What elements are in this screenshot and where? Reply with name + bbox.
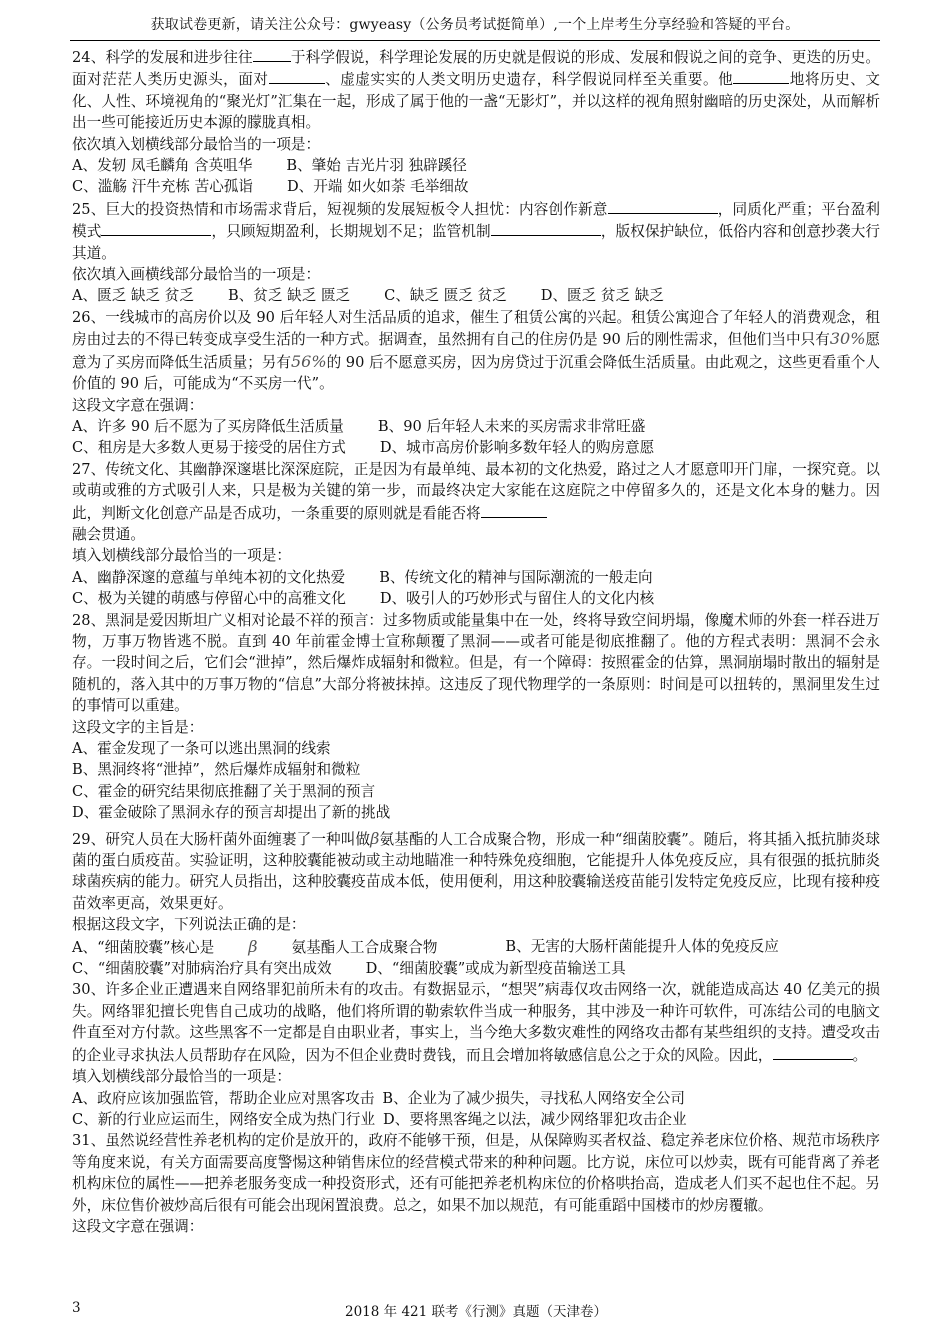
question-30-text [72,979,880,1066]
q26-part3: 的 90 后不愿意买房，因为房贷过于沉重会降低生活质量。由此观之，这些更看重个人价值的 90 后，可能成为“不买房一代”。 [72,353,880,393]
option-a[interactable]: A、幽静深邃的意蕴与单纯本初的文化热爱 [72,568,346,586]
option-c[interactable]: C、缺乏 匮乏 贫乏 [384,287,507,305]
option-d[interactable]: D、城市高房价影响多数年轻人的购房意愿 [379,439,655,457]
option-d[interactable]: D、匮乏 贫乏 缺乏 [540,287,664,305]
option-d[interactable]: D、霍金破除了黑洞永存的预言却提出了新的挑战 [72,804,391,822]
option-b[interactable]: B、贫乏 缺乏 匮乏 [227,287,351,305]
question-27-options-row2 [72,588,880,609]
question-27-text-cont: 融会贯通。 [72,525,145,543]
q26-part2: 愿意为了买房而降低生活质量；另有 [72,331,880,371]
q25-part2: ，同质化严重；平台盈利模式 [72,200,880,241]
question-30-options-row2 [72,1109,880,1130]
q30-part1: 30、许多企业正遭遇来自网络罪犯前所未有的攻击。有数据显示，“想哭”病毒仅攻击网络一次，就能造成高达 40 亿美元的损失。网络罪犯擅长兜售自己成功的战略，他们将所谓的勒索软件当成一种服务，其中涉及一种许可软件，可冻结公司的电脑文件直至对方付款。这些黑客不一定都是自由职业者，事实上，当今绝大多数灾难性的网络攻击都有某些组织的支持。遭受攻击的企业寻求执法人员帮助存在风险，因为不但企业费时费钱，而且会增加将敏感信息公之于众的风险。因此， [72,981,880,1064]
option-b[interactable]: B、90 后年轻人未来的买房需求非常旺盛 [377,417,646,435]
question-24-prompt: 依次填入划横线部分最恰当的一项是： [72,135,321,153]
q25-part3: ，只顾短期盈利，长期规划不足；监管机制 [211,223,491,241]
fill-blank [253,46,291,62]
option-a[interactable]: A、许多 90 后不愿为了买房降低生活质量 [72,417,344,435]
percent-56: 56% [291,351,327,371]
fill-blank [733,68,789,84]
question-25-prompt: 依次填入画横线部分最恰当的一项是： [72,266,321,284]
option-c[interactable]: C、“细菌胶囊”对肺病治疗具有突出成效 [72,960,332,978]
option-d[interactable]: D、吸引人的巧妙形式与留住人的文化内核 [379,590,655,608]
page-header: 获取试卷更新，请关注公众号：gwyeasy（公务员考试挺简单）,一个上岸考生分享经验和答疑的平台。 [150,17,800,33]
question-29-options-row1 [72,936,880,958]
q25-part4: ，版权保护缺位，低俗内容和创意抄袭大行其道。 [72,223,880,262]
question-content [72,46,880,1237]
question-24-options-row2 [72,176,880,197]
question-26-text [72,307,880,395]
option-b[interactable]: B、黑洞终将“泄掉”，然后爆炸成辐射和微粒 [72,761,361,779]
q27-part1: 27、传统文化、其幽静深邃堪比深深庭院，正是因为有最单纯、最本初的文化热爱，路过之人才愿意叩开门扉，一探究竟。以或萌或雅的方式吸引人来，只是极为关键的第一步，而最终决定大家能在这庭院之中停留多久的，还是文化本身的魅力。因此，判断文化创意产品是否成功，一条重要的原则就是看能否将 [72,460,880,522]
q29-part2: 氨基酯的人工合成聚合物，形成一种“细菌胶囊”。随后，将其插入抵抗肺炎球菌的蛋白质疫苗。实验证明，这种胶囊能被动或主动地瞄准一种特殊免疫细胞，它能提升人体免疫反应，具有很强的抵抗肺炎球菌疾病的能力。研究人员指出，这种胶囊疫苗成本低，使用便利，用这种胶囊输送疫苗能引发特定免疫反应，比现有接种疫苗效率更高，效果更好。 [72,830,880,912]
beta-symbol: β [370,828,380,848]
fill-blank [269,68,325,84]
fill-blank [491,220,601,236]
question-26-options-row1 [72,416,880,437]
fill-blank [481,502,547,518]
option-c[interactable]: C、租房是大多数人更易于接受的居住方式 [72,439,346,457]
question-29-text [72,828,880,915]
header-divider [70,40,880,41]
q25-part1: 25、巨大的投资热情和市场需求背后，短视频的发展短板令人担忧：内容创作新意 [72,200,608,218]
question-27-prompt: 填入划横线部分最恰当的一项是： [72,547,291,565]
option-a[interactable]: A、发轫 凤毛麟角 含英咀华 [72,157,253,175]
fill-blank [608,198,718,214]
option-c[interactable]: C、新的行业应运而生，网络安全成为热门行业 [72,1110,376,1128]
question-31-prompt: 这段文字意在强调： [72,1217,204,1235]
option-b[interactable]: B、传统文化的精神与国际潮流的一般走向 [379,568,653,586]
option-a[interactable] [72,936,471,958]
option-c[interactable]: C、滥觞 汗牛充栋 苦心孤诣 [72,178,253,196]
option-a[interactable]: A、霍金发现了一条可以逃出黑洞的线索 [72,740,331,757]
q29-part1: 29、研究人员在大肠杆菌外面缠裹了一种叫做 [72,830,371,848]
option-c[interactable]: C、极为关键的萌感与停留心中的高雅文化 [72,590,346,608]
question-25-text [72,198,880,264]
question-27-text [72,459,880,524]
q24-part3: 、虚虚实实的人类文明历史遗存，科学假说同样至关重要。他 [324,71,734,89]
q30-part2: 。 [852,1046,868,1064]
option-b[interactable]: B、企业为了减少损失，寻找私人网络安全公司 [382,1089,686,1107]
question-25-options [72,285,880,306]
option-a-part2: 氨基酯人工合成聚合物 [291,938,438,956]
question-31-text: 31、虽然说经营性养老机构的定价是放开的，政府不能够干预，但是，从保障购买者权益、稳定养老床位价格、规范市场秩序等角度来说，有关方面需要高度警惕这种销售床位的经营模式带来的种种问题。比方说，床位可以炒卖，既有可能背离了养老机构床位的属性——把养老服务变成一种投资形式，还有可能把养老机构床位的价格哄抬高，造成老人们买不起也住不起。另外，床位售价被炒高后很有可能会出现闲置浪费。总之，如果不加以规范，有可能重蹈中国楼市的炒房覆辙。 [72,1132,880,1214]
option-d[interactable]: D、要将黑客绳之以法，减少网络罪犯攻击企业 [383,1110,687,1128]
option-a-part1: A、“细菌胶囊”核心是 [72,938,215,956]
question-28-prompt: 这段文字的主旨是： [72,718,204,736]
q24-part4: 地将历史、文化、人性、环境视角的“聚光灯”汇集在一起，形成了属于他的一盏“无影灯”，并以这样的视角照射幽暗的历史深处，从而解析出一些可能接近历史本源的朦胧真相。 [72,71,880,132]
question-30-prompt: 填入划横线部分最恰当的一项是： [72,1068,291,1086]
footer-title: 2018 年 421 联考《行测》真题（天津卷） [345,1304,607,1320]
question-27-options-row1 [72,567,880,588]
question-30-options-row1 [72,1088,880,1109]
q24-part1: 24、科学的发展和进步往往 [72,49,253,66]
option-b[interactable]: B、无害的大肠杆菌能提升人体的免疫反应 [505,937,779,955]
option-c[interactable]: C、霍金的研究结果彻底推翻了关于黑洞的预言 [72,782,376,800]
question-24-options-row1 [72,155,880,176]
option-a[interactable]: A、政府应该加强监管，帮助企业应对黑客攻击 [72,1089,375,1107]
option-d[interactable]: D、开端 如火如荼 毛举细故 [286,178,469,196]
percent-30: 30% [829,329,866,349]
question-24-text [72,46,880,134]
option-d[interactable]: D、“细菌胶囊”或成为新型疫苗输送工具 [365,960,626,978]
q24-part2: 于科学假说，科学理论发展的历史就是假说的形成、发展和假说之间的竞争、更迭的历史。面对茫茫人类历史源头，面对 [72,49,880,89]
page-number: 3 [72,1300,81,1316]
question-26-prompt: 这段文字意在强调： [72,396,204,414]
question-28-text: 28、黑洞是爱因斯坦广义相对论最不祥的预言：过多物质或能量集中在一处，终将导致空间坍塌，像魔术师的外套一样吞进万物，万事万物皆逃不脱。直到 40 年前霍金博士宣称颠覆了黑洞——或者可能是彻底推翻了。他的方程式表明：黑洞不会永存。一段时间之后，它们会“泄掉”，然后爆炸成辐射和微粒。但是，有一个障碍：按照霍金的估算，黑洞崩塌时散出的辐射是随机的，落入其中的万事万物的“信息”大部分将被抹掉。这违反了现代物理学的一条原则：时间是可以扭转的，黑洞里发生过的事情可以重建。 [72,611,880,715]
beta-symbol: β [248,936,258,956]
question-29-prompt: 根据这段文字，下列说法正确的是： [72,916,306,934]
fill-blank [773,1044,853,1060]
option-b[interactable]: B、肇始 吉光片羽 独辟蹊径 [286,157,467,175]
question-29-options-row2 [72,958,880,979]
fill-blank [101,220,211,236]
option-a[interactable]: A、匮乏 缺乏 贫乏 [72,287,194,305]
q26-part1: 26、一线城市的高房价以及 90 后年轻人对生活品质的追求，催生了租赁公寓的兴起。租赁公寓迎合了年轻人的消费观念，租房由过去的不得已转变成享受生活的一种方式。据调查，虽然拥有自己的住房仍是 90 后的刚性需求，但他们当中只有 [72,308,880,349]
question-26-options-row2 [72,437,880,458]
